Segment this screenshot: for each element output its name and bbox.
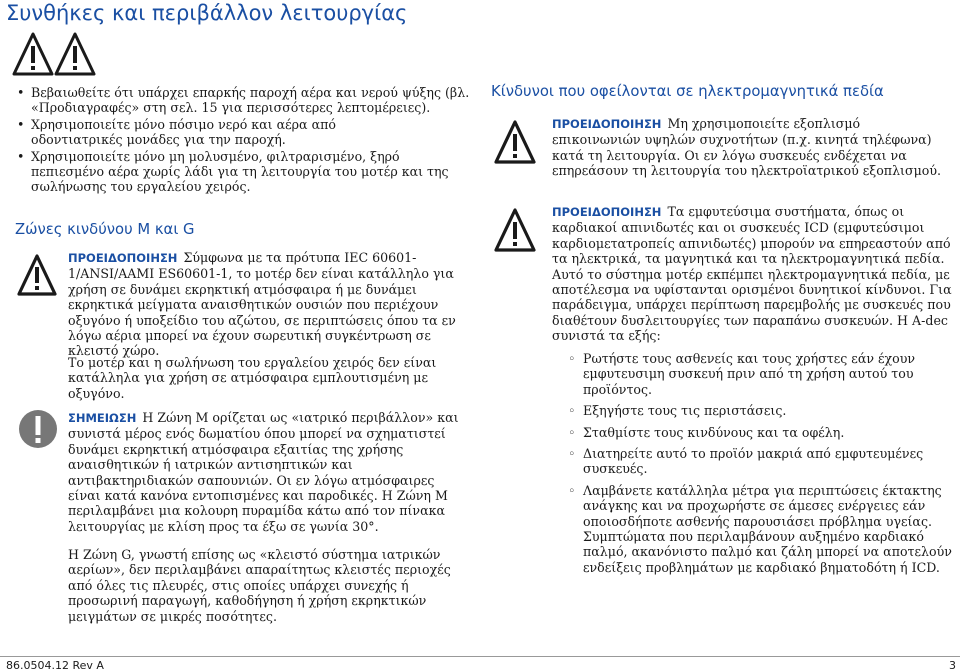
list-item: ◦ Λαμβάνετε κατάλληλα μέτρα για περιπτώσεις έκτακτης ανάγκης και να προχωρήστε σε άμεσες ενέργειες εάν οποιοσδήποτε ασθενής παρουσιάσει πρόβλημα υγείας. Συμπτώματα που περιλαμβάνουν αυξημένο καρδιακό παλμό, ακανόνιστο παλμό και ζάλη μπορεί να αποτελούν ενδείξεις προβλημάτων με καρδιακό βηματοδότη ή ICD. bbox=[567, 483, 957, 575]
note-label: ΣΗΜΕΙΩΣΗ bbox=[68, 411, 137, 425]
list-item: ◦ Ρωτήστε τους ασθενείς και τους χρήστες εάν έχουν εμφυτευσιμη συσκευή πριν από τη χρήση αυτού του προϊόντος. bbox=[567, 351, 957, 397]
warning-triangle-icon bbox=[56, 34, 94, 74]
list-item: • Χρησιμοποιείτε μόνο πόσιμο νερό και αέρα από οδοντιατρικές μονάδες για την παροχή. bbox=[15, 117, 391, 148]
list-item: ◦ Εξηγήστε τους τις περιστάσεις. bbox=[567, 403, 957, 418]
page-title: Συνθήκες και περιβάλλον λειτουργίας bbox=[6, 1, 408, 25]
zones-heading: Ζώνες κινδύνου M και G bbox=[15, 221, 195, 238]
list-item: ◦ Σταθμίστε τους κινδύνους και τα οφέλη. bbox=[567, 425, 957, 440]
warning-text: Τα εμφυτεύσιμα συστήματα, όπως οι καρδιακοί απινιδωτές και οι συσκευές ICD (εμφυτεύσιμοι καρδιομετατροπείς απινιδωτές) μπορούν να επηρεαστούν από τα ηλεκτρικά, τα μαγνητικά και τα ηλεκτρομαγνητικά πεδία. Αυτό το σύστημα μοτέρ εκπέμπει ηλεκτρομαγνητικά πεδία, με αποτέλεσμα να υφίστανται ορισμένοι δυνητικοί κίνδυνοι. Για παράδειγμα, υπάρχει περίπτωση παρεμβολής με συσκευές που διαθέτουν δυσλειτουργίες των παραπάνω συσκευών. Η A-dec συνιστά τα εξής: bbox=[552, 204, 952, 344]
warning-label: ΠΡΟΕΙΔΟΠΟΙΗΣΗ bbox=[68, 251, 178, 265]
warning-triangle-icon bbox=[14, 34, 52, 74]
warning-triangle-icon bbox=[17, 253, 57, 297]
warning-text: Σύμφωνα με τα πρότυπα IEC 60601-1/ANSI/AAMI ES60601-1, το μοτέρ δεν είναι κατάλληλο για χρήση σε δυνάμει εκρηκτική ατμόσφαιρα ή με δυνάμει εκρηκτικά μείγματα αναισθητικών ουσιών που περιέχουν οξυγόνο ή υποξείδιο του αζώτου, σε περιπτώσεις όπου τα εν λόγω αέρια μπορεί να έχουν σωρευτική συγκέντρωση σε κλειστό χώρο. bbox=[68, 250, 456, 359]
doc-number: 86.0504.12 Rev A bbox=[6, 659, 104, 672]
list-item: • Βεβαιωθείτε ότι υπάρχει επαρκής παροχή αέρα και νερού ψύξης (βλ. «Προδιαγραφές» στη σελ. 15 για περισσότερες λεπτομέρειες). bbox=[15, 85, 471, 116]
note-text: Η Ζώνη M ορίζεται ως «ιατρικό περιβάλλον» και συνιστά μέρος ενός δωματίου όπου μπορεί να σχηματιστεί δυνάμει εκρηκτική ατμόσφαιρα εξαιτίας της χρήσης αναισθητικών ή ιατρικών αντισηπτικών και αντιβακτηριδιακών σαπουνιών. Οι εν λόγω ατμόσφαιρες είναι κατά κανόνα εντοπισμένες και παροδικές. Η Ζώνη M περιλαμβάνει μια κολουρη πυραμίδα κάτω από τον πίνακα λειτουργίας με κλίση προς τα έξω σε γωνία 30°. bbox=[68, 410, 459, 534]
warning-triangle-icon bbox=[494, 119, 536, 165]
list-item: • Χρησιμοποιείτε μόνο μη μολυσμένο, φιλτραρισμένο, ξηρό πεπιεσμένο αέρα χωρίς λάδι για τη λειτουργία του μοτέρ και της σωλήνωσης του εργαλείου χειρός. bbox=[15, 149, 471, 195]
list-item: ◦ Διατηρείτε αυτό το προϊόν μακριά από εμφυτευμένες συσκευές. bbox=[567, 446, 957, 477]
emf-warning-2 bbox=[552, 204, 952, 344]
zones-note bbox=[68, 410, 463, 534]
zones-warning bbox=[68, 250, 463, 359]
warning-icons-pair bbox=[12, 32, 96, 76]
zones-warning-2: Το μοτέρ και η σωλήνωση του εργαλείου χειρός δεν είναι κατάλληλα για χρήση σε ατμόσφαιρα εμπλουτισμένη με οξυγόνο. bbox=[68, 355, 437, 401]
note-exclamation-icon bbox=[18, 409, 58, 449]
emf-warning-1 bbox=[552, 116, 952, 179]
page-number: 3 bbox=[949, 659, 956, 672]
requirements-list bbox=[15, 85, 475, 196]
emf-heading: Κίνδυνοι που οφείλονται σε ηλεκτρομαγνητικά πεδία bbox=[491, 83, 884, 100]
emf-recommendations-list bbox=[567, 351, 957, 581]
zones-note-2: Η Ζώνη G, γνωστή επίσης ως «κλειστό σύστημα ιατρικών αερίων», δεν περιλαμβάνει απαραίτητως κλειστές περιοχές από όλες τις πλευρές, στις οποίες υπάρχει συνεχής ή προσωρινή παραγωγή, καθοδήγηση ή χρήση εκρηκτικών μειγμάτων σε μικρές ποσότητες. bbox=[68, 547, 451, 624]
warning-text: Μη χρησιμοποιείτε εξοπλισμό επικοινωνιών υψηλών συχνοτήτων (π.χ. κινητά τηλέφωνα) κατά τη λειτουργία. Οι εν λόγω συσκευές ενδέχεται να επηρεάσουν τη λειτουργία του ηλεκτροϊατρικού εξοπλισμού. bbox=[552, 116, 942, 179]
warning-label: ΠΡΟΕΙΔΟΠΟΙΗΣΗ bbox=[552, 205, 662, 219]
warning-label: ΠΡΟΕΙΔΟΠΟΙΗΣΗ bbox=[552, 117, 662, 131]
warning-triangle-icon bbox=[494, 207, 536, 253]
footer-divider bbox=[0, 656, 960, 657]
